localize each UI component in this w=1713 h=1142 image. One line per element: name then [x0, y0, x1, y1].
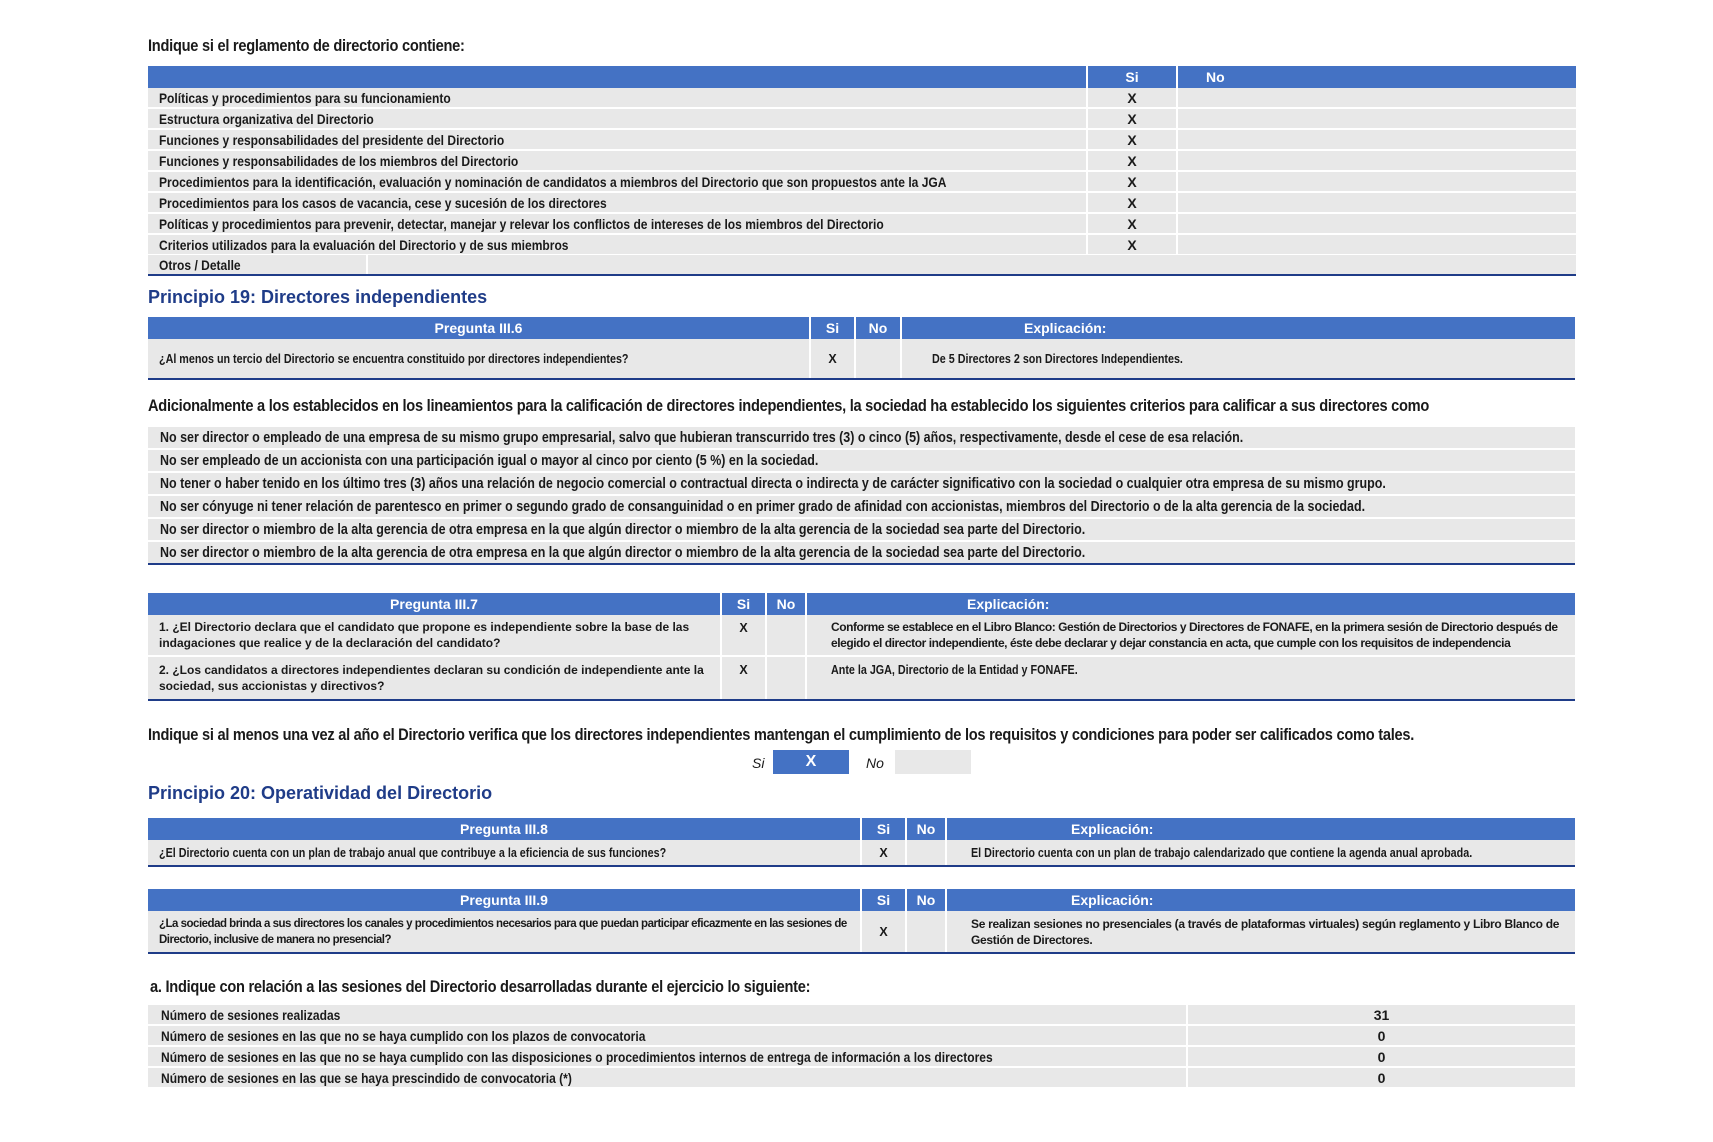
section1-heading: Indique si el reglamento de directorio contiene: [148, 36, 465, 55]
row-si-mark: X [1087, 150, 1177, 171]
q8-no-mark [906, 840, 946, 866]
criteria-row [148, 495, 1575, 518]
q8-explanation: El Directorio cuenta con un plan de trabajo calendarizado que contiene la agenda anual aprobada. [971, 845, 1473, 860]
header-blank [148, 66, 1087, 88]
sessions-label: Número de sesiones en las que no se haya cumplido con los plazos de convocatoria [161, 1027, 646, 1044]
pregunta-iii7-table [148, 593, 1575, 701]
criteria-row [148, 472, 1575, 495]
q6-si-mark: X [810, 339, 855, 379]
q8-explanation-header: Explicación: [946, 818, 1575, 840]
q7-header: Pregunta III.7 [148, 593, 721, 615]
table-row [148, 171, 1576, 192]
q7-si-header: Si [721, 593, 766, 615]
header-no: No [1177, 66, 1576, 88]
q7-item-explanation: Conforme se establece en el Libro Blanco: Gestión de Directorios y Directores de FONAFE, en la primera sesión de Directorio después de elegido el director independiente, éste debe declarar y dejar constancia en acta, que cumple con los requisitos de independencia [831, 620, 1558, 650]
q7-item-row [148, 615, 1575, 656]
q8-question: ¿El Directorio cuenta con un plan de trabajo anual que contribuye a la eficiencia de sus funciones? [159, 845, 667, 860]
table-row [148, 213, 1576, 234]
verify-no-box[interactable] [895, 750, 971, 774]
row-label: Políticas y procedimientos para prevenir, detectar, manejar y relevar los conflictos de intereses de los miembros del Directorio [159, 215, 884, 232]
row-si-mark: X [1087, 171, 1177, 192]
table-row [148, 108, 1576, 129]
q8-no-header: No [906, 818, 946, 840]
q7-item-no-mark [766, 656, 806, 700]
sessions-row [148, 1046, 1575, 1067]
sessions-table [148, 1005, 1575, 1089]
row-si-mark: X [1087, 213, 1177, 234]
criteria-item: No ser empleado de un accionista con una participación igual o mayor al cinco por ciento (5 %) en la sociedad. [160, 452, 819, 469]
otros-label: Otros / Detalle [159, 256, 241, 273]
q9-si-header: Si [861, 889, 906, 911]
q9-no-header: No [906, 889, 946, 911]
sessions-value: 0 [1187, 1067, 1575, 1088]
sessions-value: 0 [1187, 1046, 1575, 1067]
principio20-title: Principio 20: Operatividad del Directorio [148, 783, 493, 803]
sessions-heading: a. Indique con relación a las sesiones del Directorio desarrolladas durante el ejercicio lo siguiente: [150, 977, 811, 996]
criteria-row [148, 427, 1575, 449]
row-label: Funciones y responsabilidades de los miembros del Directorio [159, 152, 519, 169]
verify-no-label: No [866, 755, 884, 771]
q6-question: ¿Al menos un tercio del Directorio se encuentra constituido por directores independientes? [159, 351, 629, 366]
q6-explanation-header: Explicación: [901, 317, 1575, 339]
criteria-row [148, 541, 1575, 564]
criteria-item: No ser director o miembro de la alta gerencia de otra empresa en la que algún director o miembro de la alta gerencia de la sociedad sea parte del Directorio. [160, 544, 1086, 561]
q6-no-mark [855, 339, 901, 379]
sessions-label: Número de sesiones realizadas [161, 1006, 341, 1023]
criteria-row [148, 449, 1575, 472]
verify-si-label: Si [752, 755, 765, 771]
row-label: Procedimientos para la identificación, evaluación y nominación de candidatos a miembros del Directorio que son propuestos ante la JGA [159, 173, 947, 190]
table-row [148, 150, 1576, 171]
pregunta-iii8-table [148, 818, 1575, 867]
sessions-label: Número de sesiones en las que se haya prescindido de convocatoria (*) [161, 1069, 572, 1086]
q7-item-question: 2. ¿Los candidatos a directores independientes declaran su condición de independiente ante la sociedad, sus accionistas y directivos? [159, 663, 704, 693]
row-no-mark [1177, 129, 1576, 150]
verify-si-box[interactable]: X [773, 750, 849, 774]
criteria-item: No tener o haber tenido en los último tres (3) años una relación de negocio comercial o contractual directa o indirecta y de carácter significativo con la sociedad o cualquier otra empresa de su mismo grupo. [160, 475, 1386, 492]
otros-detail-field[interactable] [367, 255, 1576, 275]
row-si-mark: X [1087, 129, 1177, 150]
row-no-mark [1177, 234, 1576, 255]
q6-no-header: No [855, 317, 901, 339]
row-si-mark: X [1087, 234, 1177, 255]
otros-table [148, 255, 1576, 276]
q9-no-mark [906, 911, 946, 953]
criteria-item: No ser director o empleado de una empresa de su mismo grupo empresarial, salvo que hubieran transcurrido tres (3) o cinco (5) años, respectivamente, desde el cese de esa relación. [160, 429, 1244, 446]
row-no-mark [1177, 108, 1576, 129]
q7-item-si-mark: X [721, 656, 766, 700]
table-row [148, 88, 1576, 108]
q6-explanation: De 5 Directores 2 son Directores Independientes. [932, 351, 1183, 366]
row-si-mark: X [1087, 88, 1177, 108]
row-no-mark [1177, 150, 1576, 171]
sessions-value: 31 [1187, 1005, 1575, 1025]
q6-header: Pregunta III.6 [148, 317, 810, 339]
table-row [148, 129, 1576, 150]
q7-item-no-mark [766, 615, 806, 656]
row-si-mark: X [1087, 108, 1177, 129]
row-no-mark [1177, 213, 1576, 234]
criteria-heading: Adicionalmente a los establecidos en los lineamientos para la calificación de directores independientes, la sociedad ha establecido los siguientes criterios para calificar a sus directores como [148, 396, 1430, 415]
row-si-mark: X [1087, 192, 1177, 213]
row-no-mark [1177, 192, 1576, 213]
q8-si-mark: X [861, 840, 906, 866]
row-label: Estructura organizativa del Directorio [159, 110, 374, 127]
criteria-item: No ser cónyuge ni tener relación de parentesco en primer o segundo grado de consanguinidad o en primer grado de afinidad con accionistas, miembros del Directorio o de la alta gerencia de la sociedad. [160, 498, 1366, 515]
q9-header: Pregunta III.9 [148, 889, 861, 911]
q6-si-header: Si [810, 317, 855, 339]
pregunta-iii6-table [148, 317, 1575, 380]
sessions-row [148, 1067, 1575, 1088]
q9-explanation-header: Explicación: [946, 889, 1575, 911]
q7-item-explanation: Ante la JGA, Directorio de la Entidad y FONAFE. [831, 663, 1078, 677]
table-header-row [148, 66, 1576, 88]
header-si: Si [1087, 66, 1177, 88]
q9-si-mark: X [861, 911, 906, 953]
row-no-mark [1177, 171, 1576, 192]
q7-item-question: 1. ¿El Directorio declara que el candidato que propone es independiente sobre la base de las indagaciones que realice y de la declaración del candidato? [159, 620, 690, 650]
q9-question: ¿La sociedad brinda a sus directores los canales y procedimientos necesarios para que puedan participar eficazmente en las sesiones de Directorio, inclusive de manera no presencial? [159, 917, 847, 946]
row-label: Políticas y procedimientos para su funcionamiento [159, 89, 451, 106]
table-row [148, 234, 1576, 255]
q9-explanation: Se realizan sesiones no presenciales (a través de plataformas virtuales) según reglamento y Libro Blanco de Gestión de Directores. [971, 916, 1560, 947]
otros-row [148, 255, 1576, 275]
row-label: Procedimientos para los casos de vacancia, cese y sucesión de los directores [159, 194, 607, 211]
criteria-item: No ser director o miembro de la alta gerencia de otra empresa en la que algún director o miembro de la alta gerencia de la sociedad sea parte del Directorio. [160, 521, 1086, 538]
reglamento-table [148, 66, 1576, 256]
row-no-mark [1177, 88, 1576, 108]
criteria-table [148, 427, 1575, 565]
sessions-value: 0 [1187, 1025, 1575, 1046]
q7-item-row [148, 656, 1575, 700]
row-label: Funciones y responsabilidades del presidente del Directorio [159, 131, 505, 148]
principio19-title: Principio 19: Directores independientes [148, 287, 488, 307]
sessions-row [148, 1025, 1575, 1046]
row-label: Criterios utilizados para la evaluación del Directorio y de sus miembros [159, 236, 569, 253]
table-row [148, 192, 1576, 213]
sessions-row [148, 1005, 1575, 1025]
pregunta-iii9-table [148, 889, 1575, 954]
q7-item-si-mark: X [721, 615, 766, 656]
sessions-label: Número de sesiones en las que no se haya cumplido con las disposiciones o procedimientos internos de entrega de información a los directores [161, 1048, 993, 1065]
q7-explanation-header: Explicación: [806, 593, 1575, 615]
q8-header: Pregunta III.8 [148, 818, 861, 840]
verify-heading: Indique si al menos una vez al año el Directorio verifica que los directores independientes mantengan el cumplimiento de los requisitos y condiciones para poder ser calificados como tales. [148, 725, 1415, 744]
q7-no-header: No [766, 593, 806, 615]
criteria-row [148, 518, 1575, 541]
q8-si-header: Si [861, 818, 906, 840]
